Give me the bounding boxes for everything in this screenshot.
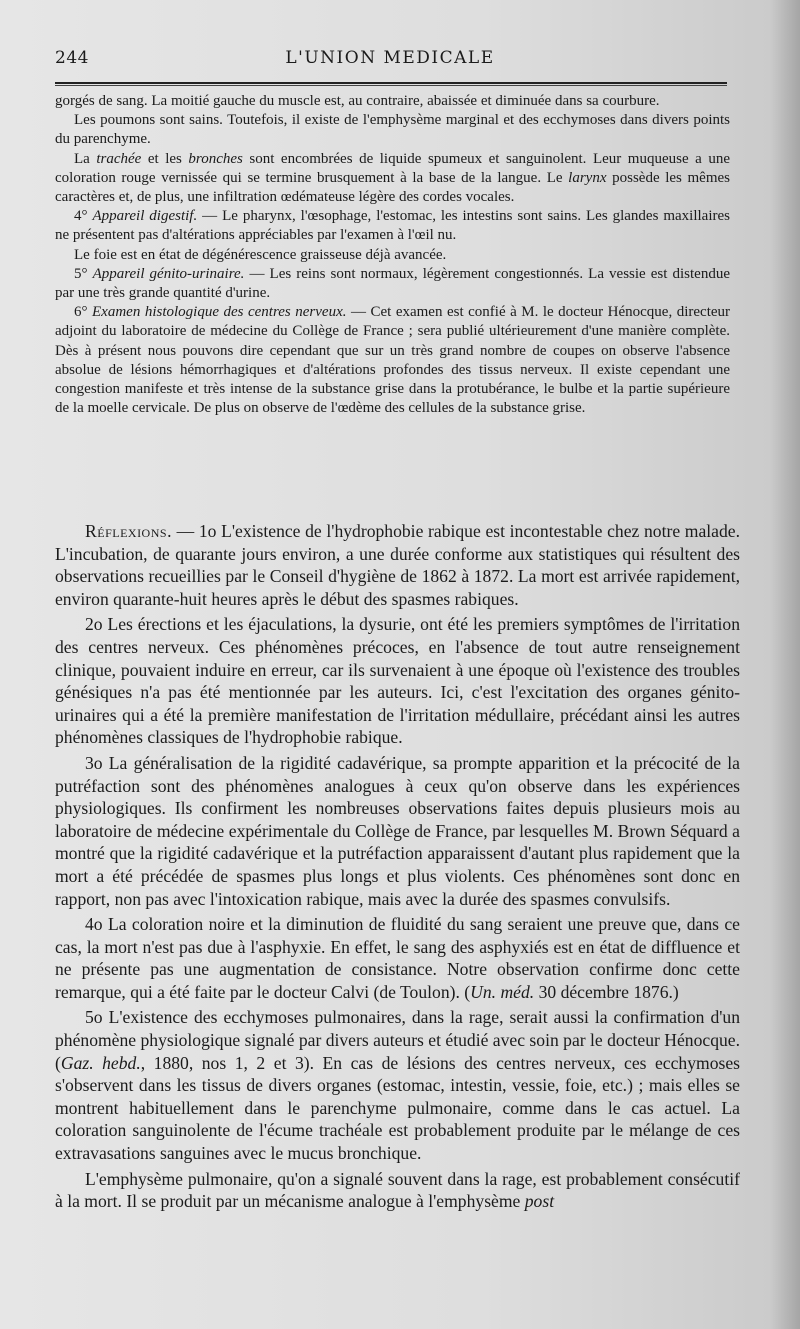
text-run: — 1o L'existence de l'hydrophobie rabique est incontestable chez notre malade. L'incubation, de quarante jours environ, a une durée conforme aux statistiques qui résultent des observations recueillies par le Conseil d'hygiène de 1862 à 1872. La mort est arrivée rapidement, environ quarante-huit heures après le début des spasmes rabiques.: [55, 521, 740, 609]
text-run: , 1880, nos 1, 2 et 3). En cas de lésions des centres nerveux, ces ecchymoses s'observent dans les tissus de divers organes (estomac, intestin, vessie, foie, etc.) ; mais elles se montrent habituellement dans le parenchyme pulmonaire, comme dans le cas actuel. La coloration sanguinolente de l'écume trachéale est probablement produite par le mélange de ces extravasations sanguines avec le mucus bronchique.: [55, 1052, 740, 1164]
autopsy-report-block: [55, 92, 730, 418]
citation: Un. méd.: [470, 981, 535, 1002]
text-run: 4o La coloration noire et la diminution de fluidité du sang seraient une preuve que, dans ce cas, la mort n'est pas due à l'asphyxie. En effet, le sang des asphyxiés est en état de diffluence et ne présente pas une augmentation de consistance. Notre observation confirme donc cette remarque, qui a été faite par le docteur Calvi (de Toulon). (: [55, 914, 740, 1002]
term-bronches: bronches: [188, 150, 243, 167]
page-number: 244: [55, 48, 89, 68]
text-run: — Cet examen est confié à M. le docteur Hénocque, directeur adjoint du laboratoire de médecine du Collège de France ; sera publié ultérieurement d'une manière complète. Dès à présent nous pouvons dire cependant que sur un très grand nombre de coupes on observe l'absence absolue de lésions hémorrhagiques et d'altérations profondes des tissus nerveux. Il existe cependant une congestion manifeste et très intense de la substance grise dans la protubérance, le bulbe et la partie supérieure de la moelle cervicale. De plus on observe de l'œdème des cellules de la substance grise.: [55, 304, 731, 417]
paragraph-liver: Le foie est en état de dégénérescence graisseuse déjà avancée.: [74, 246, 447, 263]
text-run: 5o L'existence des ecchymoses pulmonaires, dans la rage, serait aussi la confirmation d'un phénomène physiologique signalé par divers auteurs et étudié avec soin par le docteur Hénocque. (: [55, 1007, 740, 1073]
term-post: post: [524, 1191, 555, 1212]
paragraph-genito-urinary: [55, 265, 730, 303]
section-number: 6°: [74, 304, 93, 321]
header-rule: [55, 82, 727, 86]
reflections-heading: Réflexions.: [85, 521, 172, 541]
text-run: L'emphysème pulmonaire, qu'on a signalé souvent dans la rage, est probablement consécutif à la mort. Il se produit par un mécanisme analogue à l'emphysème: [55, 1168, 740, 1212]
section-title: Appareil génito-urinaire.: [92, 265, 245, 282]
paragraph-muscle: gorgés de sang. La moitié gauche du muscle est, au contraire, abaissée et diminuée dans sa courbure.: [55, 93, 660, 109]
reflection-1: [55, 520, 740, 610]
text-run: — Les reins sont normaux, légèrement congestionnés. La vessie est distendue par une très grande quantité d'urine.: [55, 265, 730, 302]
section-number: 5°: [74, 265, 93, 282]
reflection-6: [55, 1168, 740, 1213]
paragraph-lungs: Les poumons sont sains. Toutefois, il existe de l'emphysème marginal et des ecchymoses dans divers points du parenchyme.: [55, 112, 730, 148]
section-title: Appareil digestif.: [92, 208, 198, 225]
page-gutter-shadow: [770, 0, 800, 1329]
page-header: [55, 48, 725, 76]
term-trachee: trachée: [96, 150, 142, 167]
term-larynx: larynx: [568, 169, 607, 186]
citation: Gaz. hebd.: [60, 1052, 141, 1073]
running-title: L'UNION MEDICALE: [285, 48, 495, 68]
text-run: La: [74, 150, 97, 167]
reflections-block: [55, 520, 740, 1216]
section-title: Examen histologique des centres nerveux.: [92, 304, 347, 321]
text-run: possède les mêmes caractères et, de plus, une infiltration œdémateuse légère des cordes vocales.: [55, 169, 730, 206]
text-run: — Le pharynx, l'œsophage, l'estomac, les intestins sont sains. Les glandes maxillaires ne présentent pas d'altérations appréciables par l'examen à l'œil nu.: [55, 208, 730, 244]
text-run: 30 décembre 1876.): [534, 981, 679, 1002]
section-number: 4°: [74, 208, 93, 225]
text-run: sont encombrées de liquide spumeux et sanguinolent. Leur muqueuse a une coloration rouge vernissée qui se termine brusquement à la base de la langue. Le: [55, 150, 730, 186]
text-run: et les: [141, 150, 189, 167]
paragraph-histology: [55, 303, 730, 418]
paragraph-digestive: [55, 207, 730, 245]
paragraph-trachea: [55, 150, 730, 208]
reflection-5: [55, 1006, 740, 1164]
reflection-2: 2o Les érections et les éjaculations, la dysurie, ont été les premiers symptômes de l'irritation des centres nerveux. Ces phénomènes précoces, en l'absence de tout autre renseignement clinique, pouvaient induire en erreur, car ils survenaient à une époque où l'existence des troubles génésiques n'a pas été mentionnée par les auteurs. Ici, c'est l'excitation des organes génito-urinaires qui a été la première manifestation de l'irritation médullaire, précédant ainsi les autres phénomènes classiques de l'hydrophobie rabique.: [55, 614, 740, 748]
reflection-3: 3o La généralisation de la rigidité cadavérique, sa prompte apparition et la précocité de la putréfaction sont des phénomènes analogues à ceux qu'on observe dans les expériences physiologiques. Ils confirment les nombreuses observations faites depuis plusieurs mois au laboratoire de médecine expérimentale du Collège de France, par lesquelles M. Brown Séquard a montré que la rigidité cadavérique et la putréfaction apparaissent d'autant plus rapidement que la mort a été précédée de spasmes plus longs et plus violents. Ces phénomènes sont donc en rapport, non pas avec l'intoxication rabique, mais avec la durée des spasmes convulsifs.: [55, 752, 740, 909]
reflection-4: [55, 913, 740, 1003]
